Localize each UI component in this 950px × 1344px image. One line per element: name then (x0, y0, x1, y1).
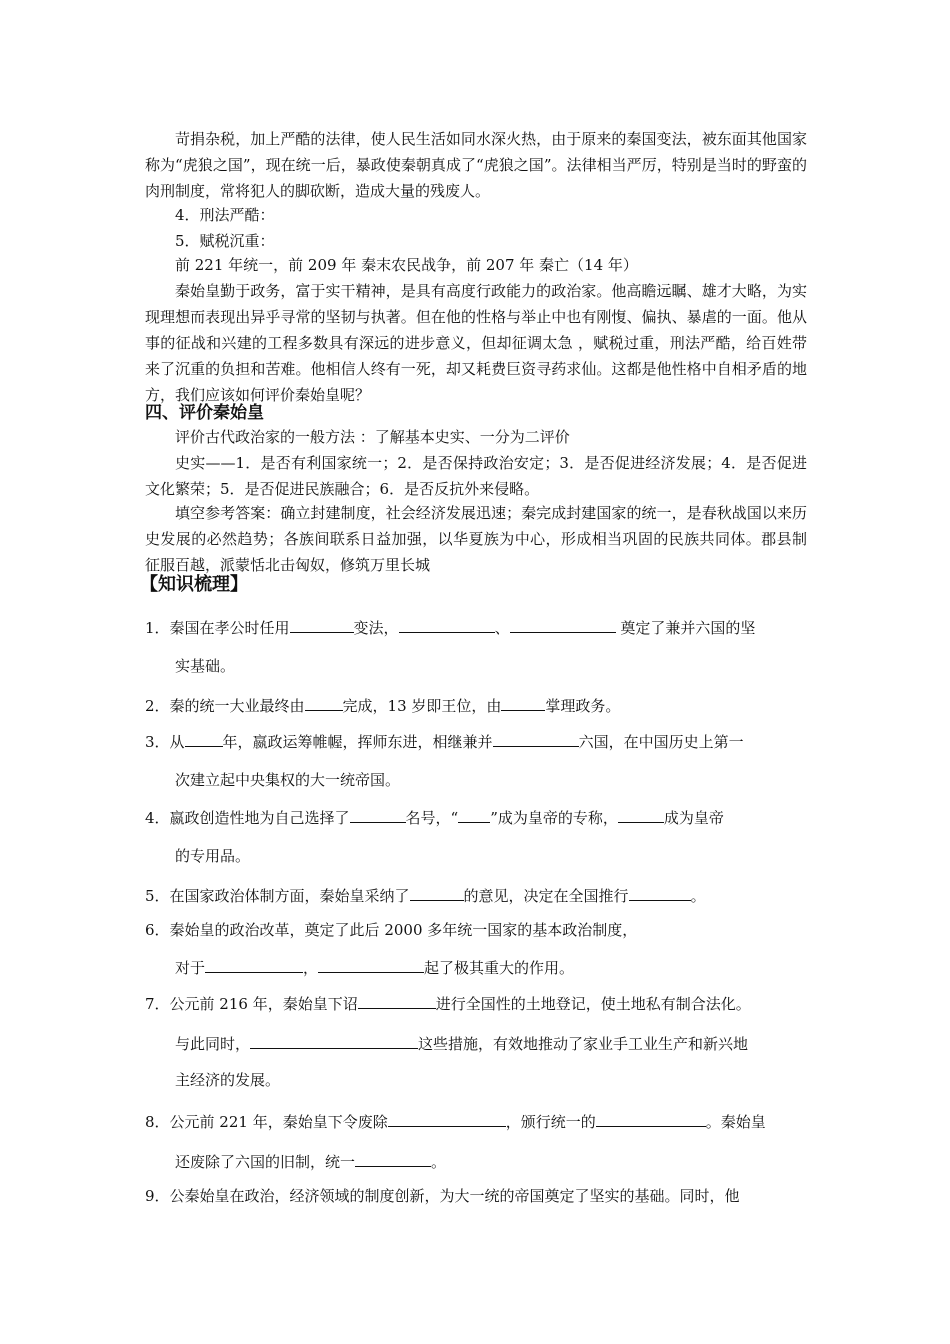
passage-paragraph: 苛捐杂税，加上严酷的法律，使人民生活如同水深火热，由于原来的秦国变法，被东面其他国家称为“虎狼之国”，现在统一后，暴政使秦朝真成了“虎狼之国”。法律相当严厉，特别是当时的野蛮的肉刑制度，常将犯人的脚砍断，造成大量的残废人。 (145, 130, 807, 200)
answer-paragraph: 填空参考答案：确立封建制度，社会经济发展迅速；秦完成封建国家的统一，是春秋战国以来历史发展的必然趋势；各族间联系日益加强，以华夏族为中心，形成相当巩固的民族共同体。郡县制 征服百越，派蒙恬北击匈奴，修筑万里长城 (145, 504, 807, 574)
facts-paragraph: 史实——1．是否有利国家统一；2．是否保持政治安定；3．是否促进经济发展；4．是否促进文化繁荣；5．是否促进民族融合；6．是否反抗外来侵略。 (145, 454, 807, 498)
answer-blank[interactable] (596, 1110, 706, 1127)
question-text: 、 (494, 619, 510, 637)
passage-timeline: 前 221 年统一，前 209 年 秦末农民战争，前 207 年 秦亡（14 年） (175, 256, 638, 274)
question-3 (145, 730, 810, 752)
question-8 (145, 1110, 810, 1132)
method-paragraph: 评价古代政治家的一般方法 ：了解基本史实、一分为二评价 (175, 428, 570, 446)
question-text: 5．在国家政治体制方面，秦始皇采纳了 (145, 887, 410, 905)
answer-blank[interactable] (458, 806, 490, 823)
answer-blank[interactable] (510, 616, 616, 633)
question-text: 掌理政务。 (545, 697, 621, 715)
passage-paragraph: 秦始皇勤于政务，富于实干精神，是具有高度行政能力的政治家。他高瞻远瞩、雄才大略，为实现理想而表现出异乎寻常的坚韧与执著。但在他的性格与举止中也有刚愎、偏执、暴虐的一面。他从事的征战和兴建的工程多数具有深远的进步意义，但却征调太急 ，赋税过重，刑法严酷，给百姓带来了沉重的负担和苦难。他相信人终有一死，却又耗费巨资寻药求仙。这都是他性格中自相矛盾的地方，我们应该如何评价秦始皇呢？ (145, 282, 807, 404)
passage-item-4: 4．刑法严酷： (175, 206, 275, 224)
answer-blank[interactable] (205, 956, 303, 973)
question-8-cont (175, 1150, 810, 1172)
question-text: 对于 (175, 959, 206, 977)
answer-blank[interactable] (318, 956, 424, 973)
question-4 (145, 806, 810, 828)
question-text: 4．嬴政创造性地为自己选择了 (145, 809, 350, 827)
answer-blank[interactable] (399, 616, 495, 633)
answer-blank[interactable] (355, 1150, 431, 1167)
question-text: 起了极其重大的作用。 (424, 959, 575, 977)
question-text: 7．公元前 216 年，秦始皇下诏 (145, 995, 358, 1013)
answer-blank[interactable] (185, 730, 223, 747)
question-6: 6．秦始皇的政治改革，奠定了此后 2000 多年统一国家的基本政治制度， (145, 921, 638, 939)
question-text: 进行全国性的土地登记，使土地私有制合法化。 (435, 995, 751, 1013)
question-6-cont (175, 956, 810, 978)
question-3-cont: 次建立起中央集权的大一统帝国。 (175, 771, 401, 789)
answer-blank[interactable] (410, 884, 464, 901)
answer-blank[interactable] (629, 884, 691, 901)
question-text: 年，嬴政运筹帷幄，挥师东进，相继兼并 (222, 733, 493, 751)
answer-blank[interactable] (350, 806, 406, 823)
section-heading: 四、评价秦始皇 (145, 403, 264, 423)
question-text: 奠定了兼并六国的坚 (615, 619, 756, 637)
question-text: 2．秦的统一大业最终由 (145, 697, 305, 715)
question-text: 变法， (353, 619, 399, 637)
question-text: 。 (690, 887, 706, 905)
question-9: 9．公秦始皇在政治，经济领域的制度创新，为大一统的帝国奠定了坚实的基础。同时，他 (145, 1187, 740, 1205)
question-text: 3．从 (145, 733, 185, 751)
question-5 (145, 884, 810, 906)
question-2 (145, 694, 810, 716)
question-text: 8．公元前 221 年，秦始皇下令废除 (145, 1113, 388, 1131)
answer-blank[interactable] (493, 730, 579, 747)
question-text: 名号，“ (405, 809, 459, 827)
question-text: 完成，13 岁即王位，由 (342, 697, 502, 715)
passage-item-5: 5．赋税沉重： (175, 232, 275, 250)
question-text: 成为皇帝 (663, 809, 724, 827)
answer-blank[interactable] (501, 694, 545, 711)
question-7-cont (175, 1032, 810, 1054)
knowledge-heading: 【知识梳理】 (140, 574, 248, 595)
question-text: 六国，在中国历史上第一 (578, 733, 744, 751)
question-text: 还废除了六国的旧制，统一 (175, 1153, 356, 1171)
question-1-cont: 实基础。 (175, 657, 236, 675)
question-text: 的意见，决定在全国推行 (463, 887, 629, 905)
answer-blank[interactable] (290, 616, 354, 633)
question-text: 。 (431, 1153, 447, 1171)
question-text: 与此同时， (175, 1035, 251, 1053)
question-1 (145, 616, 810, 638)
question-7-cont: 主经济的发展。 (175, 1071, 281, 1089)
question-text: 这些措施，有效地推动了家业手工业生产和新兴地 (418, 1035, 749, 1053)
question-text: 1．秦国在孝公时任用 (145, 619, 290, 637)
question-7 (145, 992, 810, 1014)
question-text: ，颁行统一的 (505, 1113, 596, 1131)
answer-blank[interactable] (250, 1032, 418, 1049)
question-4-cont: 的专用品。 (175, 847, 251, 865)
answer-blank[interactable] (358, 992, 436, 1009)
answer-blank[interactable] (388, 1110, 506, 1127)
answer-blank[interactable] (305, 694, 343, 711)
question-text: ， (303, 959, 319, 977)
question-text: 。秦始皇 (705, 1113, 766, 1131)
answer-blank[interactable] (618, 806, 664, 823)
question-text: ”成为皇帝的专称， (490, 809, 618, 827)
